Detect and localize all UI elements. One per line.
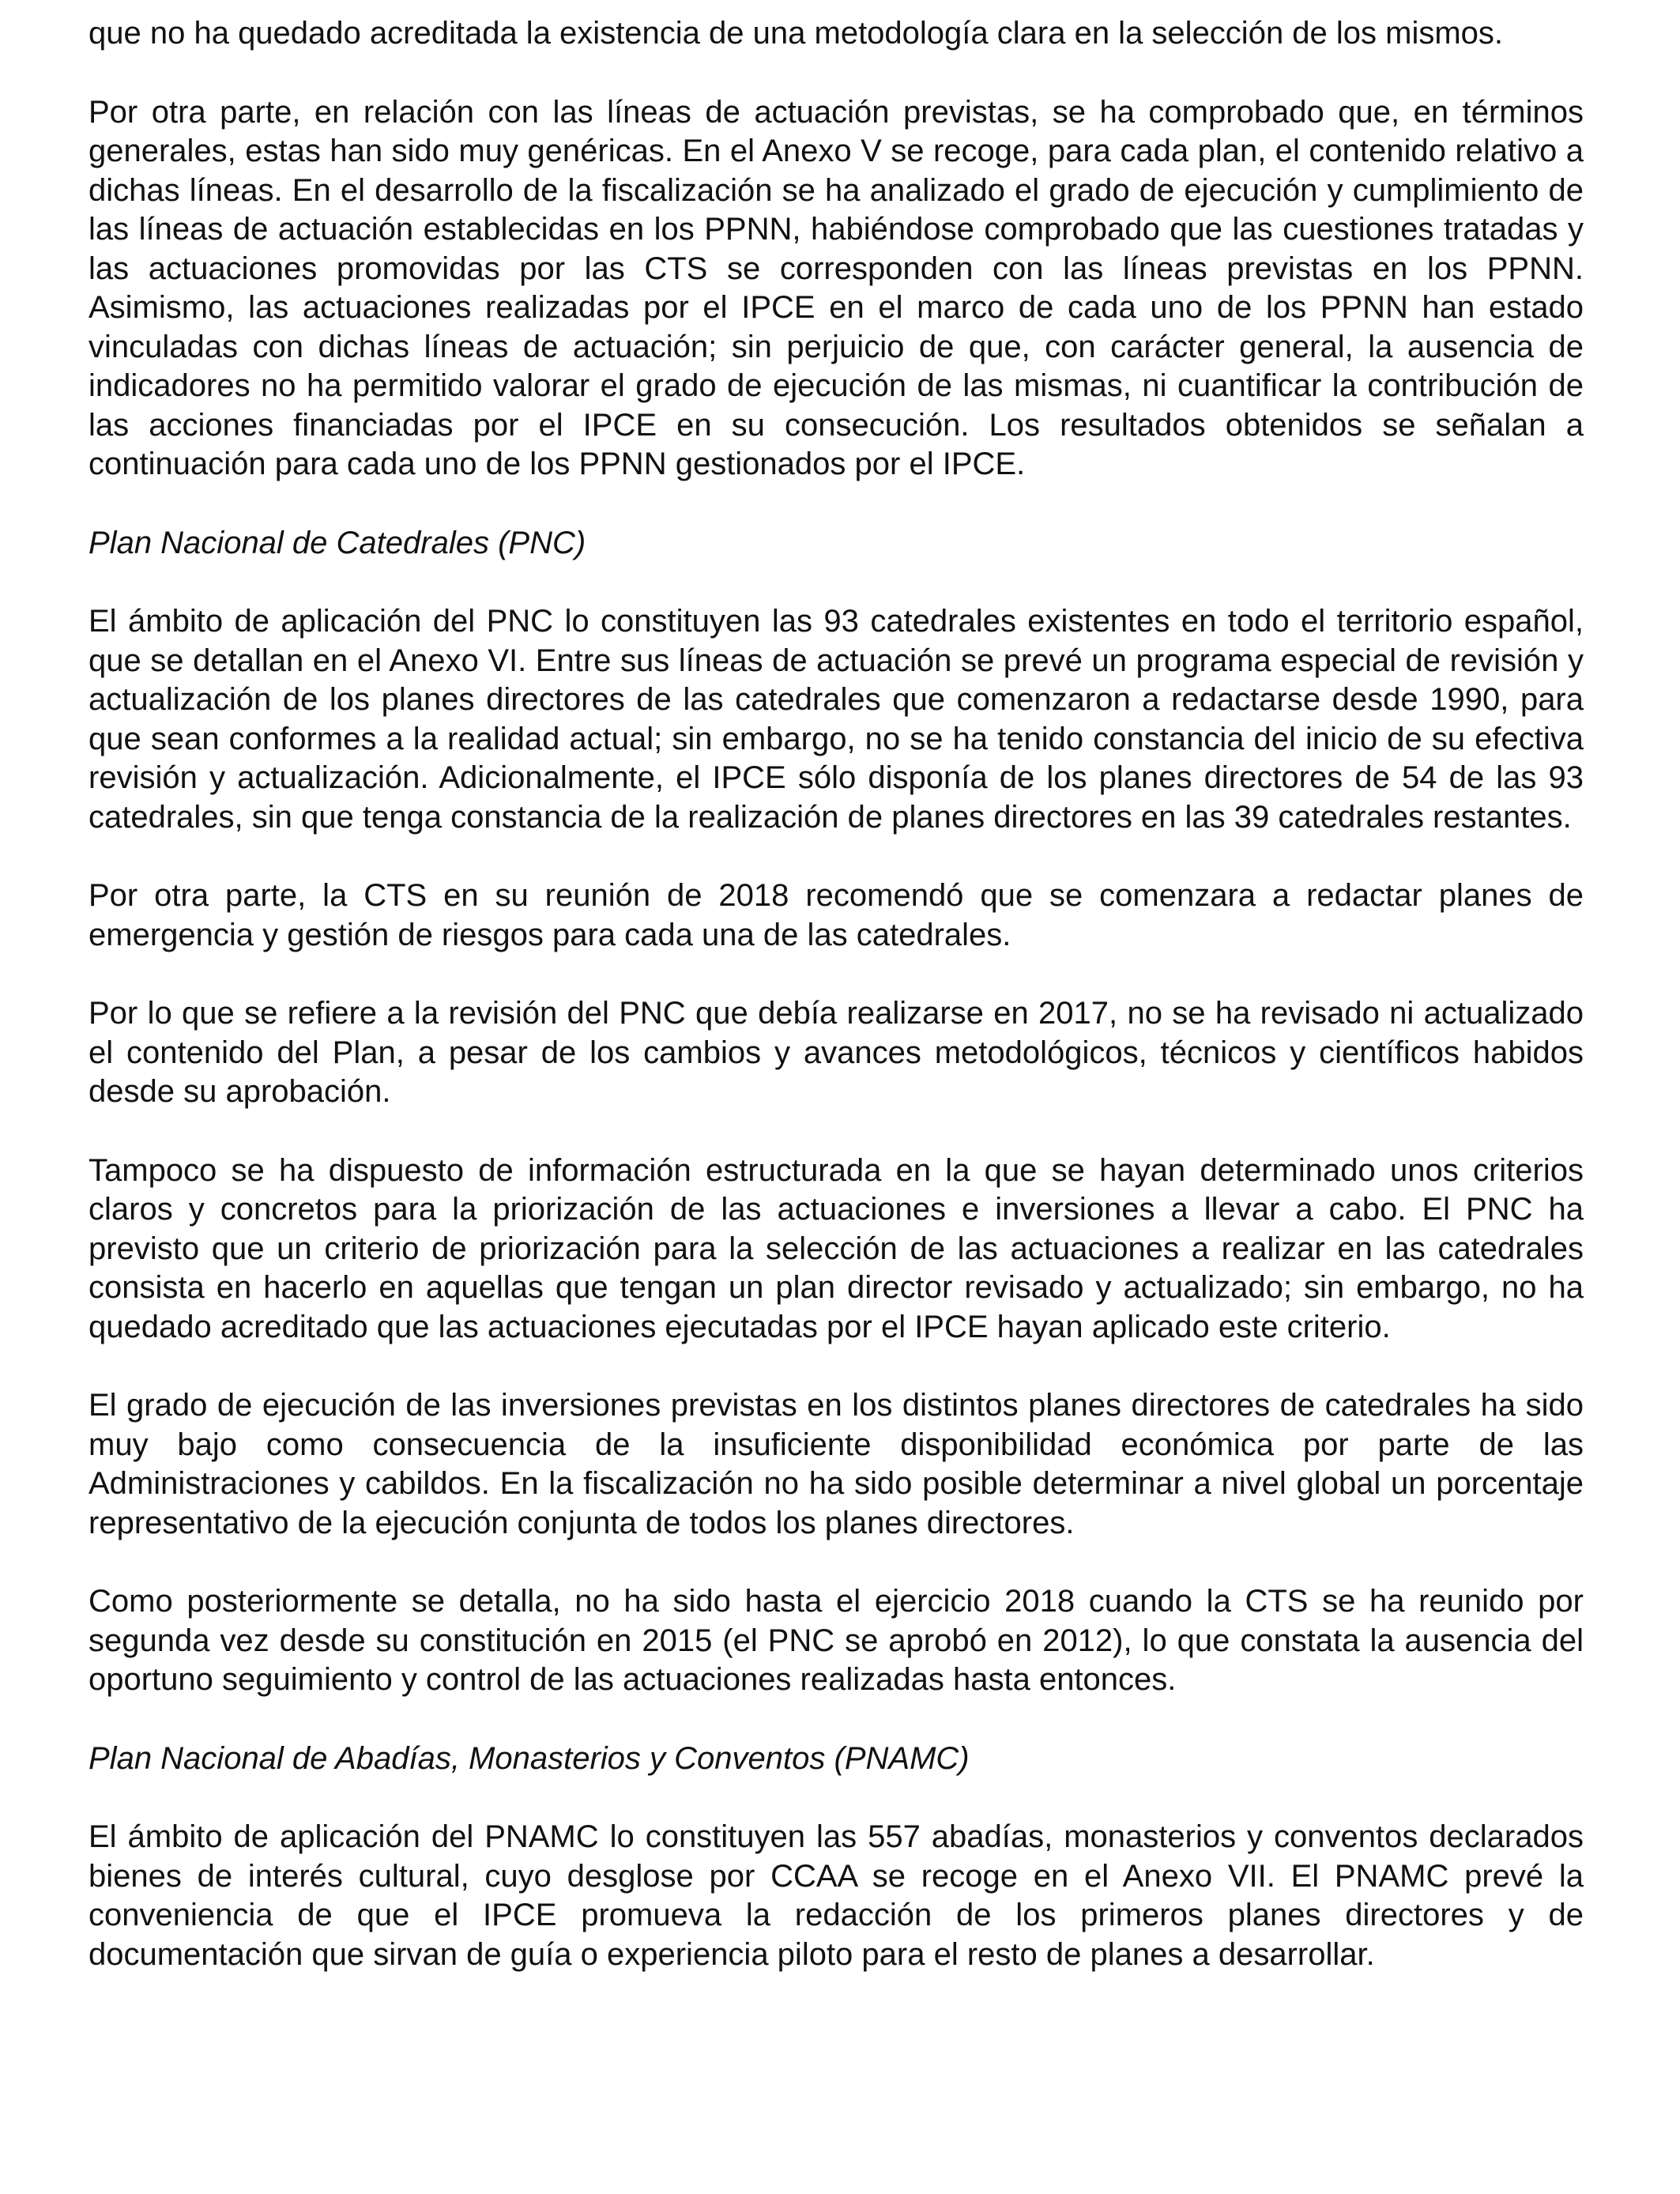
section-heading-pnc: Plan Nacional de Catedrales (PNC) — [89, 525, 586, 560]
paragraph-action-lines: Por otra parte, en relación con las líneas de actuación previstas, se ha comprobado que, en términos generales, estas han sido muy genéricas. En el Anexo V se recoge, para cada plan, el contenido relativo a dichas líneas. En el desarrollo de la fiscalización se ha analizado el grado de ejecución y cumplimiento de las líneas de actuación establecidas en los PPNN, habiéndose comprobado que las cuestiones tratadas y las actuaciones promovidas por las CTS se corresponden con las líneas previstas en los PPNN. Asimismo, las actuaciones realizadas por el IPCE en el marco de cada uno de los PPNN han estado vinculadas con dichas líneas de actuación; sin perjuicio de que, con carácter general, la ausencia de indicadores no ha permitido valorar el grado de ejecución de las mismas, ni cuantificar la contribución de las acciones financiadas por el IPCE en su consecución. Los resultados obtenidos se señalan a continuación para cada uno de los PPNN gestionados por el IPCE. — [89, 94, 1584, 481]
paragraph-pnc-revision: Por lo que se refiere a la revisión del PNC que debía realizarse en 2017, no se ha revisado ni actualizado el contenido del Plan, a pesar de los cambios y avances metodológicos, técnicos y científicos habidos desde su aprobación. — [89, 996, 1584, 1109]
document-page — [89, 14, 1584, 1974]
paragraph-investment-execution: El grado de ejecución de las inversiones previstas en los distintos planes directores de catedrales ha sido muy bajo como consecuencia de la insuficiente disponibilidad económica por parte de las Administraciones y cabildos. En la fiscalización no ha sido posible determinar a nivel global un porcentaje representativo de la ejecución conjunta de todos los planes directores. — [89, 1388, 1584, 1540]
paragraph-cts-2018: Por otra parte, la CTS en su reunión de 2018 recomendó que se comenzara a redactar planes de emergencia y gestión de riesgos para cada una de las catedrales. — [89, 878, 1584, 952]
paragraph-pnc-scope: El ámbito de aplicación del PNC lo constituyen las 93 catedrales existentes en todo el territorio español, que se detallan en el Anexo VI. Entre sus líneas de actuación se prevé un programa especial de revisión y actualización de los planes directores de las catedrales que comenzaron a redactarse desde 1990, para que sean conformes a la realidad actual; sin embargo, no se ha tenido constancia del inicio de su efectiva revisión y actualización. Adicionalmente, el IPCE sólo disponía de los planes directores de 54 de las 93 catedrales, sin que tenga constancia de la realización de planes directores en las 39 catedrales restantes. — [89, 604, 1584, 835]
paragraph-pnamc-scope: El ámbito de aplicación del PNAMC lo constituyen las 557 abadías, monasterios y conventos declarados bienes de interés cultural, cuyo desglose por CCAA se recoge en el Anexo VII. El PNAMC prevé la conveniencia de que el IPCE promueva la redacción de los primeros planes directores y de documentación que sirvan de guía o experiencia piloto para el resto de planes a desarrollar. — [89, 1819, 1584, 1972]
paragraph-cts-meetings: Como posteriormente se detalla, no ha sido hasta el ejercicio 2018 cuando la CTS se ha reunido por segunda vez desde su constitución en 2015 (el PNC se aprobó en 2012), lo que constata la ausencia del oportuno seguimiento y control de las actuaciones realizadas hasta entonces. — [89, 1584, 1584, 1697]
section-heading-pnamc: Plan Nacional de Abadías, Monasterios y Conventos (PNAMC) — [89, 1740, 970, 1776]
paragraph-prioritization: Tampoco se ha dispuesto de información estructurada en la que se hayan determinado unos criterios claros y concretos para la priorización de las actuaciones e inversiones a llevar a cabo. El PNC ha previsto que un criterio de priorización para la selección de las actuaciones a realizar en las catedrales consista en hacerlo en aquellas que tengan un plan director revisado y actualizado; sin embargo, no ha quedado acreditado que las actuaciones ejecutadas por el IPCE hayan aplicado este criterio. — [89, 1152, 1584, 1344]
paragraph-methodology-continuation: que no ha quedado acreditada la existencia de una metodología clara en la selección de los mismos. — [89, 16, 1504, 51]
